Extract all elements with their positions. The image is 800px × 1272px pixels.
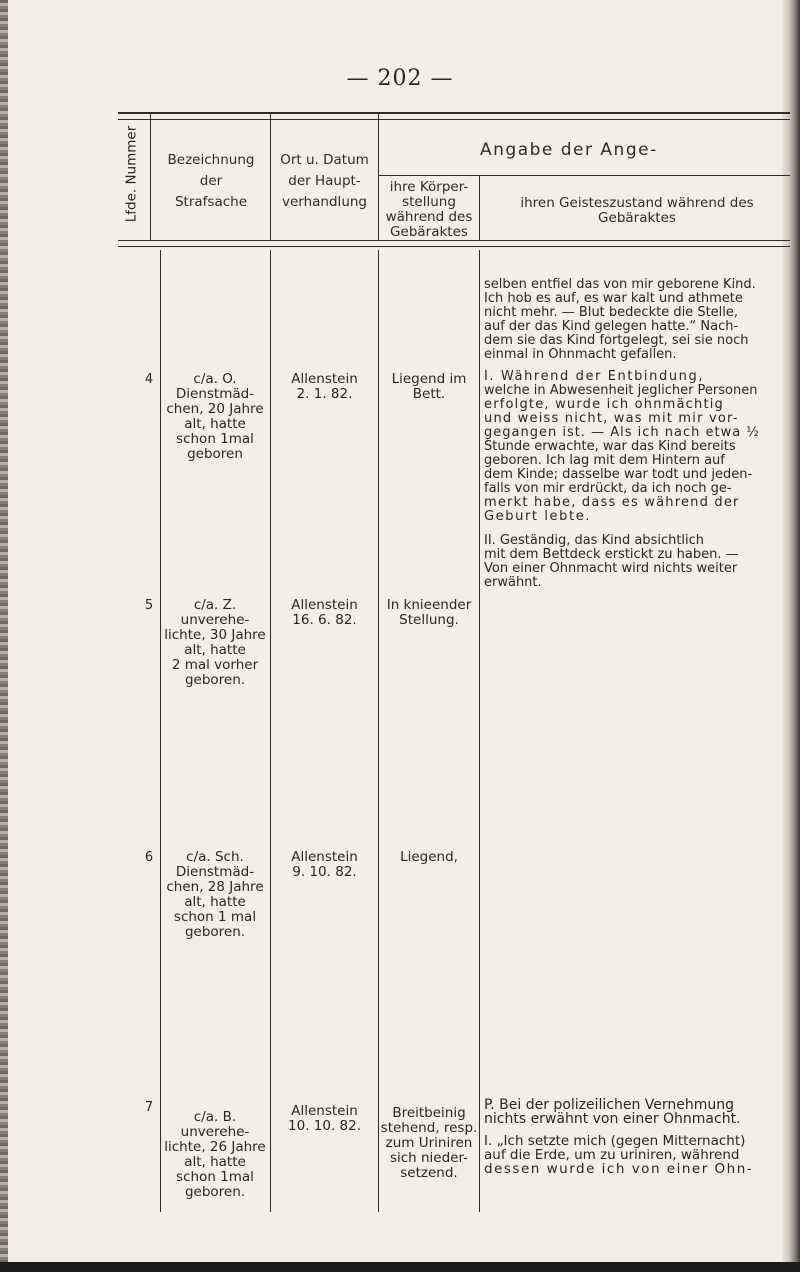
- header-lfde-nummer: [118, 108, 144, 240]
- header-koerperstellung: [379, 180, 479, 240]
- header-lfde-nummer-text: Lfde. Nummer: [123, 125, 140, 223]
- row-7-ort-line: 10. 10. 82.: [288, 1118, 361, 1134]
- continuation-line: selben entfiel das von mir geborene Kind.: [484, 277, 756, 292]
- row-4-geist-I: [484, 370, 796, 524]
- row-4-geist-I-line: geboren. Ich lag mit dem Hintern auf: [484, 453, 725, 468]
- row-6-koerper-line: Liegend,: [400, 849, 458, 865]
- continuation-text: [484, 278, 796, 362]
- row-5-bez-line: lichte, 30 Jahre: [164, 627, 266, 643]
- header-ort-datum: [271, 150, 378, 213]
- page-edge-shadow: [782, 0, 800, 1272]
- row-7-bez-line: geboren.: [184, 1184, 246, 1200]
- row-7-geist-P-line: nichts erwähnt von einer Ohnmacht.: [484, 1111, 741, 1127]
- row-4-geist-I-line: dem Kinde; dasselbe war todt und jeden-: [484, 467, 753, 482]
- row-6-bez-line: geboren.: [184, 924, 246, 940]
- row-7-koerper-line: zum Uriniren: [385, 1135, 473, 1151]
- row-7-koerper-line: sich nieder-: [389, 1150, 469, 1166]
- continuation-line: dem sie das Kind fortgelegt, sei sie noch: [484, 333, 749, 348]
- binding-gutter: [0, 0, 8, 1272]
- table-top-rule: [118, 112, 790, 114]
- row-4-ort-line: Allenstein: [291, 371, 358, 387]
- row-5-bez-line: geboren.: [184, 672, 246, 688]
- row-6-bez-line: alt, hatte: [184, 894, 246, 910]
- row-4-geist-I-line: gegangen ist. — Als ich nach etwa ½: [484, 425, 760, 440]
- header-angabe: [480, 140, 800, 161]
- row-4-bezeichnung: [162, 372, 268, 462]
- row-5-ort-line: Allenstein: [291, 597, 358, 613]
- header-ort-line-3: verhandlung: [282, 194, 367, 210]
- continuation-line: einmal in Ohnmacht gefallen.: [484, 347, 677, 362]
- header-bottom-rule-2: [118, 246, 790, 247]
- row-4-number: 4: [144, 372, 154, 387]
- row-7-koerper-line: stehend, resp.: [380, 1120, 478, 1136]
- header-koerper-line-2: stellung: [402, 194, 456, 210]
- row-7-bez-line: schon 1mal: [176, 1169, 254, 1185]
- row-4-bez-line: alt, hatte: [184, 416, 246, 432]
- row-4-koerper-line: Liegend im: [391, 371, 467, 387]
- row-7-bez-line: c/a. B.: [193, 1109, 237, 1125]
- row-6-bez-line: chen, 28 Jahre: [166, 879, 264, 895]
- angabe-subheader-rule: [378, 175, 790, 176]
- header-koerper-line-4: Gebäraktes: [390, 224, 468, 240]
- col-sep-4-header: [479, 175, 480, 241]
- row-6-bez-line: c/a. Sch.: [186, 849, 244, 865]
- row-7-number: 7: [144, 1100, 154, 1115]
- continuation-line: Ich hob es auf, es war kalt und athmete: [484, 291, 743, 306]
- row-5-ort: [271, 598, 378, 628]
- row-7-geist-P-line: P. Bei der polizeilichen Vernehmung: [484, 1097, 735, 1113]
- row-7-bezeichnung: [162, 1110, 268, 1200]
- row-4-geist-I-line: merkt habe, dass es während der: [484, 495, 740, 510]
- row-5-ort-line: 16. 6. 82.: [292, 612, 357, 628]
- page-number: — 202 —: [346, 66, 454, 91]
- row-4-ort-line: 2. 1. 82.: [296, 386, 353, 402]
- header-bezeichnung-line-2: der: [199, 173, 223, 189]
- row-4-bez-line: schon 1mal: [176, 431, 254, 447]
- row-5-bezeichnung: [162, 598, 268, 688]
- row-4-bez-line: geboren: [187, 446, 243, 462]
- header-bezeichnung: [152, 150, 270, 213]
- row-5-koerper-line: In knieender: [386, 597, 472, 613]
- row-4-bez-line: chen, 20 Jahre: [166, 401, 264, 417]
- row-7-bez-line: lichte, 26 Jahre: [164, 1139, 266, 1155]
- row-4-geist-II-line: Von einer Ohnmacht wird nichts weiter: [484, 561, 738, 576]
- row-7-geist-I-line: dessen wurde ich von einer Ohn-: [484, 1161, 754, 1177]
- row-5-koerper: [379, 598, 479, 628]
- row-6-koerper: [379, 850, 479, 865]
- continuation-line: auf der das Kind gelegen hatte.“ Nach-: [484, 319, 739, 334]
- header-bezeichnung-line-3: Strafsache: [174, 194, 248, 210]
- row-4-geist-II-line: II. Geständig, das Kind absichtlich: [484, 533, 705, 548]
- row-4-geist-I-line: Geburt lebte.: [484, 509, 592, 524]
- row-4-geist-I-line: und weiss nicht, was mit mir vor-: [484, 411, 739, 426]
- scan-bottom-edge: [0, 1262, 800, 1272]
- row-4-geist-II-line: mit dem Bettdeck erstickt zu haben. —: [484, 547, 739, 562]
- row-4-bez-line: Dienstmäd-: [175, 386, 255, 402]
- continuation-line: nicht mehr. — Blut bedeckte die Stelle,: [484, 305, 739, 320]
- row-7-geist-P: [484, 1098, 796, 1126]
- row-5-bez-line: 2 mal vorher: [171, 657, 259, 673]
- row-7-ort: [271, 1104, 378, 1134]
- header-koerper-line-3: während des: [385, 209, 473, 225]
- row-4-geist-I-line: I. Während der Entbindung,: [484, 369, 705, 384]
- row-7-bez-line: alt, hatte: [184, 1154, 246, 1170]
- row-5-bez-line: alt, hatte: [184, 642, 246, 658]
- row-4-geist-I-line: Stunde erwachte, war das Kind bereits: [484, 439, 736, 454]
- row-4-bez-line: c/a. O.: [193, 371, 237, 387]
- row-5-bez-line: c/a. Z.: [193, 597, 237, 613]
- row-6-ort-line: Allenstein: [291, 849, 358, 865]
- header-bezeichnung-line-1: Bezeichnung: [167, 152, 255, 168]
- row-4-geist-II-line: erwähnt.: [484, 575, 542, 590]
- header-ort-line-2: der Haupt-: [288, 173, 361, 189]
- row-4-geist-I-line: erfolgte, wurde ich ohnmächtig: [484, 397, 725, 412]
- row-7-koerper-line: setzend.: [400, 1165, 458, 1181]
- row-4-geist-I-line: welche in Abwesenheit jeglicher Personen: [484, 383, 758, 398]
- row-4-geist-I-line: falls von mir erdrückt, da ich noch ge-: [484, 481, 732, 496]
- row-6-ort-line: 9. 10. 82.: [292, 864, 357, 880]
- row-7-koerper-line: Breitbeinig: [392, 1105, 466, 1121]
- row-6-bez-line: schon 1 mal: [173, 909, 257, 925]
- header-bottom-rule: [118, 240, 790, 241]
- row-6-number: 6: [144, 850, 154, 865]
- row-5-bez-line: unverehe-: [180, 612, 250, 628]
- header-geisteszustand: [481, 196, 793, 226]
- col-sep-1-body: [160, 250, 161, 1212]
- row-5-number: 5: [144, 598, 154, 613]
- row-5-koerper-line: Stellung.: [399, 612, 459, 628]
- row-7-koerper: [379, 1106, 479, 1181]
- row-7-bez-line: unverehe-: [180, 1124, 250, 1140]
- row-7-ort-line: Allenstein: [291, 1103, 358, 1119]
- header-ort-line-1: Ort u. Datum: [280, 152, 369, 168]
- row-4-geist-II: [484, 534, 796, 590]
- row-6-ort: [271, 850, 378, 880]
- header-geist-line-2: Gebäraktes: [598, 210, 676, 226]
- col-sep-1-header: [150, 114, 151, 241]
- row-7-geist-I: [484, 1134, 796, 1176]
- row-7-geist-I-line: auf die Erde, um zu uriniren, während: [484, 1147, 740, 1163]
- row-6-bez-line: Dienstmäd-: [175, 864, 255, 880]
- header-angabe-text: Angabe der Ange-: [480, 140, 658, 160]
- header-koerper-line-1: ihre Körper-: [389, 179, 469, 195]
- col-sep-4-body: [479, 250, 480, 1212]
- row-7-geist-I-line: I. „Ich setzte mich (gegen Mitternacht): [484, 1133, 746, 1149]
- row-4-ort: [271, 372, 378, 402]
- table-top-rule-2: [118, 119, 790, 120]
- header-geist-line-1: ihren Geisteszustand während des: [520, 195, 754, 211]
- row-6-bezeichnung: [162, 850, 268, 940]
- row-4-koerper: [379, 372, 479, 402]
- row-4-koerper-line: Bett.: [412, 386, 446, 402]
